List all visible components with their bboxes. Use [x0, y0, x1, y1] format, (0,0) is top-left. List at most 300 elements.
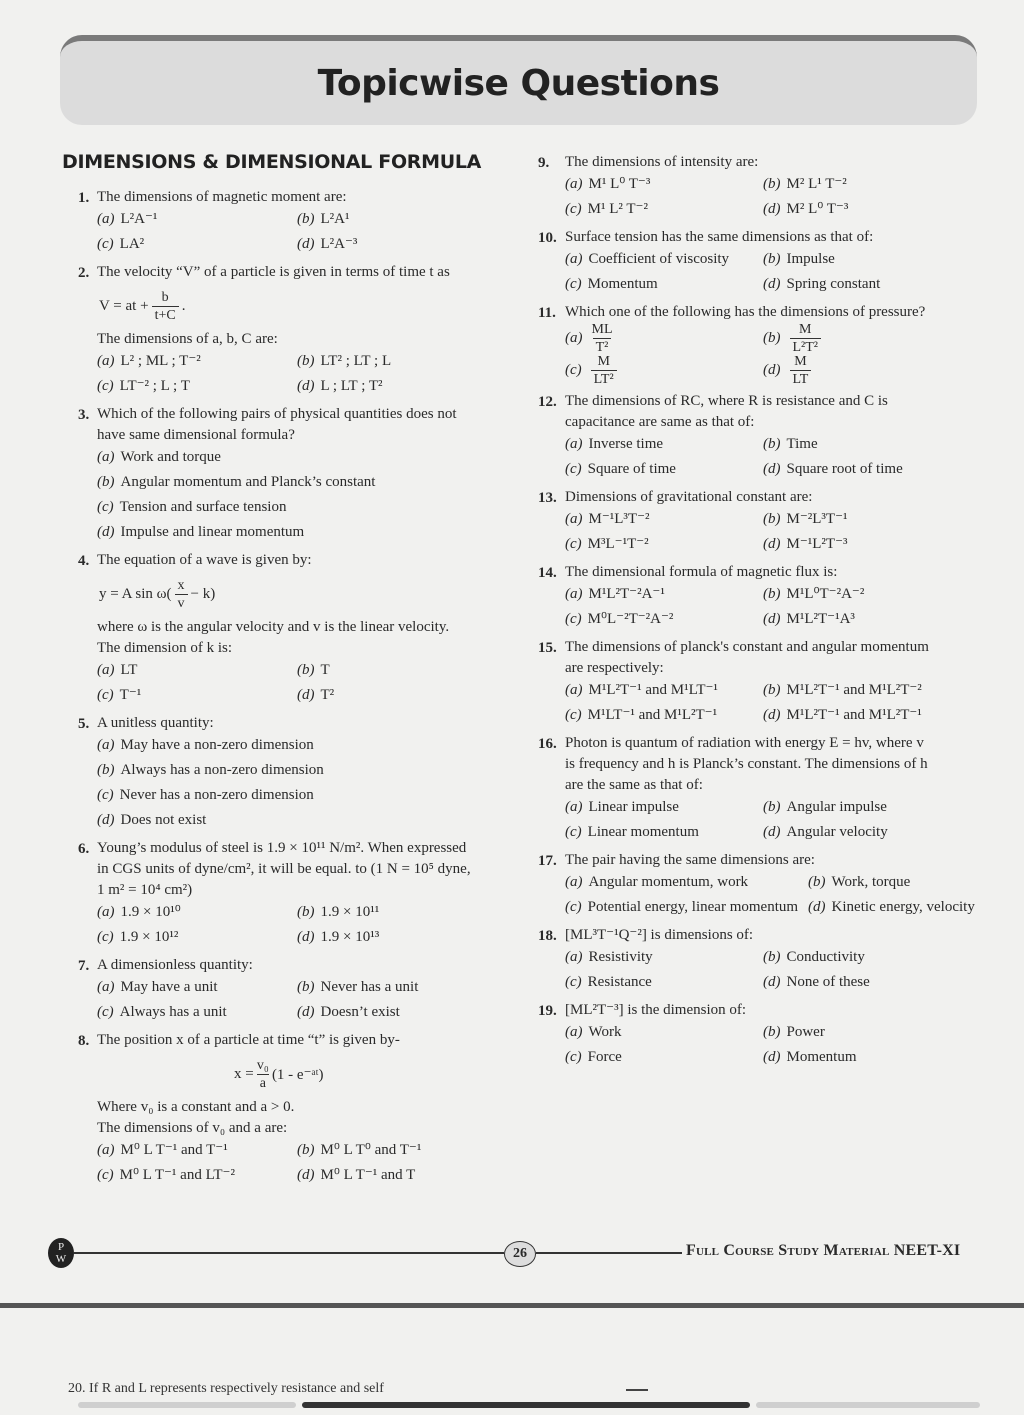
option-label: (b) [763, 436, 781, 452]
option-b[interactable] [808, 871, 975, 894]
option-label: (b) [297, 211, 315, 227]
footer-rule [74, 1252, 504, 1254]
numerator: M [597, 353, 610, 369]
option-b[interactable] [763, 679, 922, 702]
option-a[interactable] [565, 583, 753, 606]
option-label: (d) [763, 361, 781, 378]
option-text: Square root of time [786, 461, 903, 477]
question-text: 1 m² = 10⁴ cm²) [97, 882, 193, 898]
numerator: x [177, 577, 185, 593]
question-text: The dimensions of magnetic moment are: [97, 189, 347, 205]
option-text: Always has a unit [119, 1004, 227, 1020]
option-label: (a) [97, 662, 115, 678]
option-label: (a) [565, 436, 583, 452]
option-text: M³L⁻¹T⁻² [587, 536, 649, 552]
option-text: T² [320, 687, 335, 703]
option-label: (c) [565, 536, 582, 552]
question-text: capacitance are same as that of: [565, 414, 755, 430]
question-text: The dimensions of v₀ and a are: [97, 1120, 288, 1136]
denominator: t+C [152, 306, 179, 324]
question-number: 7. [78, 958, 90, 974]
option-label: (d) [763, 201, 781, 217]
question-number: 3. [78, 407, 90, 423]
question-text: Which of the following pairs of physical quantities does not [97, 406, 457, 422]
option-b[interactable] [763, 323, 824, 353]
question-number: 6. [78, 841, 90, 857]
option-label: (d) [297, 1167, 315, 1183]
option-label: (c) [565, 707, 582, 723]
question [78, 262, 518, 398]
question-text: Where v₀ is a constant and a > 0. [97, 1099, 295, 1115]
question-number: 1. [78, 190, 90, 206]
question-text: The dimensions of RC, where R is resistance and C is [565, 393, 888, 409]
numerator: v₀ [256, 1057, 269, 1073]
option-b[interactable] [763, 946, 870, 969]
option-label: (d) [763, 1049, 781, 1065]
question-text: Dimensions of gravitational constant are: [565, 489, 813, 505]
formula-text: . [181, 297, 186, 314]
question-text: is frequency and h is Planck’s constant. The dimensions of h [565, 756, 928, 772]
question [78, 955, 518, 1024]
option-label: (c) [97, 687, 114, 703]
options [97, 734, 518, 832]
option-text: M¹L²T⁻¹ and M¹LT⁻¹ [588, 682, 718, 698]
formula [99, 573, 518, 615]
option-d[interactable] [763, 821, 888, 844]
option-text: Coefficient of viscosity [588, 251, 730, 267]
question-text: where ω is the angular velocity and v is the linear velocity. [97, 619, 450, 635]
option-label: (c) [97, 1167, 114, 1183]
option-d[interactable] [808, 896, 975, 919]
options [565, 796, 998, 844]
option-a[interactable] [565, 248, 753, 271]
option-label: (b) [297, 353, 315, 369]
options [97, 659, 518, 707]
option-a[interactable] [565, 679, 753, 702]
option-b[interactable] [763, 1021, 857, 1044]
option-d[interactable] [763, 1046, 857, 1069]
option-label: (a) [565, 799, 583, 815]
question [538, 302, 998, 385]
option-label: (d) [763, 536, 781, 552]
option-text: Force [587, 1049, 622, 1065]
question [538, 487, 998, 556]
option-label: (b) [763, 251, 781, 267]
page-number: 26 [504, 1241, 536, 1267]
option-label: (d) [763, 707, 781, 723]
option-label: (b) [97, 762, 115, 778]
option-a[interactable] [565, 946, 753, 969]
option-text: M⁻²L³T⁻¹ [786, 511, 848, 527]
option-c[interactable] [565, 971, 753, 994]
question-number: 4. [78, 553, 90, 569]
option-text: Angular impulse [786, 799, 887, 815]
option-label: (b) [97, 474, 115, 490]
option-b[interactable] [763, 583, 864, 606]
option-b[interactable] [763, 796, 888, 819]
option-text: M¹L²T⁻¹ and M¹L²T⁻¹ [786, 707, 922, 723]
formula-text: V = at + [99, 297, 149, 314]
option-text: Work, torque [831, 874, 911, 890]
option-text: L ; LT ; T² [320, 378, 383, 394]
option-label: (c) [565, 824, 582, 840]
option-label: (d) [297, 687, 315, 703]
option-text: Momentum [587, 276, 658, 292]
option-text: M¹L²T⁻²A⁻¹ [588, 586, 665, 602]
option-d[interactable] [297, 1164, 421, 1187]
option-label: (b) [763, 949, 781, 965]
option-label: (c) [97, 499, 114, 515]
question-number: 16. [538, 736, 557, 752]
option-a[interactable] [565, 173, 753, 196]
option-text: Kinetic energy, velocity [831, 899, 975, 915]
option-label: (c) [565, 201, 582, 217]
option-c[interactable] [97, 375, 287, 398]
question-text: [ML³T⁻¹Q⁻²] is dimensions of: [565, 927, 754, 943]
option-b[interactable] [297, 350, 391, 373]
left-column [78, 187, 518, 1193]
option-label: (d) [763, 824, 781, 840]
option-d[interactable] [763, 355, 824, 385]
option-text: M² L¹ T⁻² [786, 176, 847, 192]
option-d[interactable] [763, 273, 880, 296]
option-text: 1.9 × 10¹³ [320, 929, 380, 945]
option-d[interactable] [297, 1001, 418, 1024]
question-number: 14. [538, 565, 557, 581]
option-label: (a) [565, 176, 583, 192]
option-d[interactable] [763, 198, 848, 221]
option-d[interactable] [763, 458, 903, 481]
option-c[interactable] [97, 1164, 287, 1187]
option-d[interactable] [297, 684, 334, 707]
question-text: in CGS units of dyne/cm², it will be equal. to (1 N = 10⁵ dyne, [97, 861, 471, 877]
question-text: A unitless quantity: [97, 715, 214, 731]
option-d[interactable] [763, 608, 864, 631]
fraction [591, 353, 617, 388]
option-label: (a) [565, 511, 583, 527]
denominator: T² [593, 338, 612, 356]
option-label: (a) [565, 329, 583, 346]
option-label: (c) [565, 1049, 582, 1065]
option-b[interactable] [297, 208, 357, 231]
option-text: M⁰ L T⁻¹ and T⁻¹ [120, 1142, 228, 1158]
option-label: (c) [565, 974, 582, 990]
option-a[interactable] [97, 901, 287, 924]
options [97, 901, 518, 949]
question-number: 5. [78, 716, 90, 732]
question-text: have same dimensional formula? [97, 427, 295, 443]
option-text: May have a non-zero dimension [120, 737, 314, 753]
question-number: 2. [78, 265, 90, 281]
option-text: M⁰L⁻²T⁻²A⁻² [587, 611, 674, 627]
option-text: L²A⁻³ [320, 236, 358, 252]
option-text: M⁰ L T⁰ and T⁻¹ [320, 1142, 422, 1158]
option-a[interactable] [97, 659, 287, 682]
question-text: A dimensionless quantity: [97, 957, 253, 973]
options [97, 350, 518, 398]
option-label: (b) [763, 511, 781, 527]
scrollbar-track[interactable] [78, 1402, 296, 1408]
question [78, 838, 518, 949]
option-text: Does not exist [120, 812, 207, 828]
option-label: (b) [297, 979, 315, 995]
option-label: (c) [97, 1004, 114, 1020]
options [565, 508, 998, 556]
option-b[interactable] [763, 433, 903, 456]
option-b[interactable] [763, 508, 848, 531]
question-number: 15. [538, 640, 557, 656]
option-c[interactable] [97, 496, 518, 519]
question-text: The dimensions of intensity are: [565, 154, 759, 170]
option-d[interactable] [97, 521, 518, 544]
page-divider [0, 1303, 1024, 1308]
option-c[interactable] [565, 198, 753, 221]
option-b[interactable] [763, 173, 848, 196]
question [538, 637, 998, 727]
question [538, 227, 998, 296]
option-a[interactable] [97, 734, 518, 757]
numerator: ML [591, 321, 613, 337]
options [97, 208, 518, 256]
option-text: Potential energy, linear momentum [587, 899, 799, 915]
option-d[interactable] [763, 533, 848, 556]
section-heading: DIMENSIONS & DIMENSIONAL FORMULA [62, 151, 482, 173]
option-a[interactable] [565, 1021, 753, 1044]
option-text: M⁰ L T⁻¹ and LT⁻² [119, 1167, 235, 1183]
option-text: 1.9 × 10¹¹ [320, 904, 380, 920]
question [538, 733, 998, 844]
option-c[interactable] [97, 784, 518, 807]
option-d[interactable] [297, 926, 379, 949]
option-label: (c) [565, 611, 582, 627]
option-text: M¹ L⁰ T⁻³ [588, 176, 651, 192]
question-text: are the same as that of: [565, 777, 703, 793]
option-label: (d) [763, 461, 781, 477]
option-b[interactable] [763, 248, 880, 271]
option-label: (b) [763, 682, 781, 698]
option-a[interactable] [565, 871, 798, 894]
option-c[interactable] [565, 821, 753, 844]
option-text: Angular momentum and Planck’s constant [120, 474, 376, 490]
option-text: Impulse and linear momentum [120, 524, 305, 540]
option-text: T [320, 662, 330, 678]
fraction [790, 321, 822, 356]
option-text: M⁰ L T⁻¹ and T [320, 1167, 416, 1183]
option-label: (a) [97, 449, 115, 465]
option-b[interactable] [297, 901, 379, 924]
option-c[interactable] [97, 926, 287, 949]
question-number: 19. [538, 1003, 557, 1019]
option-d[interactable] [297, 233, 357, 256]
option-text: 1.9 × 10¹⁰ [120, 904, 181, 920]
options [97, 976, 518, 1024]
option-label: (d) [297, 1004, 315, 1020]
question-text: The dimensions of planck's constant and angular momentum [565, 639, 929, 655]
option-label: (a) [565, 874, 583, 890]
option-text: Doesn’t exist [320, 1004, 400, 1020]
question-number: 10. [538, 230, 557, 246]
option-text: T⁻¹ [119, 687, 142, 703]
question-number: 8. [78, 1033, 90, 1049]
option-label: (b) [763, 799, 781, 815]
option-a[interactable] [97, 976, 287, 999]
fraction [790, 353, 812, 388]
option-c[interactable] [565, 458, 753, 481]
options [97, 1139, 518, 1187]
option-a[interactable] [97, 208, 287, 231]
option-c[interactable] [565, 273, 753, 296]
options [565, 248, 998, 296]
option-c[interactable] [97, 684, 287, 707]
option-b[interactable] [297, 976, 418, 999]
question-text: Photon is quantum of radiation with energy E = hv, where v [565, 735, 924, 751]
question [538, 1000, 998, 1069]
option-label: (d) [297, 236, 315, 252]
option-label: (d) [763, 276, 781, 292]
question-text: are respectively: [565, 660, 664, 676]
option-text: Linear impulse [588, 799, 679, 815]
scrollbar-track[interactable] [756, 1402, 980, 1408]
option-label: (d) [97, 812, 115, 828]
option-text: M¹LT⁻¹ and M¹L²T⁻¹ [587, 707, 718, 723]
options [565, 433, 998, 481]
page-footer [0, 1236, 1024, 1270]
option-a[interactable] [97, 446, 518, 469]
option-text: Resistivity [588, 949, 653, 965]
option-a[interactable] [97, 1139, 287, 1162]
option-text: Tension and surface tension [119, 499, 287, 515]
option-a[interactable] [565, 323, 753, 353]
scrollbar-thumb[interactable] [302, 1402, 750, 1408]
option-label: (a) [565, 586, 583, 602]
option-a[interactable] [565, 433, 753, 456]
footer-rule [536, 1252, 682, 1254]
option-c[interactable] [565, 1046, 753, 1069]
option-label: (a) [565, 251, 583, 267]
option-c[interactable] [565, 355, 753, 385]
pw-logo: P W [48, 1238, 74, 1268]
option-text: M¹ L² T⁻² [587, 201, 648, 217]
option-text: L²A¹ [320, 211, 350, 227]
question-text: [ML²T⁻³] is the dimension of: [565, 1002, 747, 1018]
option-a[interactable] [565, 508, 753, 531]
option-text: M¹L⁰T⁻²A⁻² [786, 586, 865, 602]
question-text: The pair having the same dimensions are: [565, 852, 815, 868]
option-c[interactable] [565, 896, 798, 919]
option-text: Linear momentum [587, 824, 699, 840]
formula [99, 285, 518, 327]
denominator: a [257, 1074, 269, 1092]
option-text: Conductivity [786, 949, 865, 965]
options [565, 1021, 998, 1069]
question-text: The position x of a particle at time “t” is given by- [97, 1032, 400, 1048]
numerator: M [799, 321, 812, 337]
options [565, 871, 998, 919]
option-label: (a) [565, 949, 583, 965]
denominator: LT [790, 370, 812, 388]
options [565, 173, 998, 221]
right-column [538, 152, 998, 1075]
fraction [257, 1057, 269, 1092]
dash [626, 1389, 648, 1391]
question [538, 152, 998, 221]
option-label: (a) [97, 211, 115, 227]
option-c[interactable] [565, 533, 753, 556]
formula-text: y = A sin ω( [99, 585, 172, 602]
option-label: (b) [297, 1142, 315, 1158]
option-label: (c) [97, 929, 114, 945]
option-text: Momentum [786, 1049, 857, 1065]
option-text: Work and torque [120, 449, 221, 465]
option-text: LT [120, 662, 138, 678]
page-title: Topicwise Questions [317, 62, 720, 104]
question-text: Surface tension has the same dimensions as that of: [565, 229, 874, 245]
option-label: (a) [97, 737, 115, 753]
formula [99, 1053, 518, 1095]
option-a[interactable] [97, 350, 287, 373]
next-page-question: 20. If R and L represents respectively resistance and self [68, 1381, 384, 1396]
option-d[interactable] [763, 971, 870, 994]
formula-text: (1 - e⁻ᵃᵗ) [271, 1066, 324, 1083]
option-text: L² ; ML ; T⁻² [120, 353, 201, 369]
option-text: L²A⁻¹ [120, 211, 158, 227]
option-text: LT² ; LT ; L [320, 353, 392, 369]
option-b[interactable] [97, 759, 518, 782]
option-d[interactable] [97, 809, 518, 832]
option-text: M⁻¹L²T⁻³ [786, 536, 848, 552]
question-number: 18. [538, 928, 557, 944]
option-label: (c) [97, 787, 114, 803]
option-b[interactable] [297, 659, 334, 682]
option-text: Power [786, 1024, 825, 1040]
option-d[interactable] [297, 375, 391, 398]
question [538, 850, 998, 919]
option-text: Always has a non-zero dimension [120, 762, 324, 778]
option-label: (d) [297, 378, 315, 394]
question [78, 404, 518, 544]
option-text: Never has a non-zero dimension [119, 787, 314, 803]
option-c[interactable] [97, 1001, 287, 1024]
option-text: May have a unit [120, 979, 218, 995]
question-text: The equation of a wave is given by: [97, 552, 312, 568]
option-text: Square of time [587, 461, 676, 477]
numerator: b [161, 289, 169, 305]
options [97, 446, 518, 544]
denominator: LT² [591, 370, 617, 388]
option-a[interactable] [565, 796, 753, 819]
option-label: (c) [97, 236, 114, 252]
option-label: (c) [565, 361, 582, 378]
option-label: (c) [565, 899, 582, 915]
option-label: (c) [97, 378, 114, 394]
question-text: The velocity “V” of a particle is given in terms of time t as [97, 264, 450, 280]
option-label: (d) [763, 611, 781, 627]
fraction [592, 321, 613, 356]
option-c[interactable] [565, 704, 753, 727]
question [78, 713, 518, 832]
option-label: (b) [297, 904, 315, 920]
option-d[interactable] [763, 704, 922, 727]
option-text: Impulse [786, 251, 835, 267]
question-text: Which one of the following has the dimensions of pressure? [565, 304, 926, 320]
title-banner [60, 35, 977, 125]
option-b[interactable] [97, 471, 518, 494]
option-b[interactable] [297, 1139, 421, 1162]
options [565, 946, 998, 994]
option-c[interactable] [565, 608, 753, 631]
option-label: (d) [808, 899, 826, 915]
option-c[interactable] [97, 233, 287, 256]
